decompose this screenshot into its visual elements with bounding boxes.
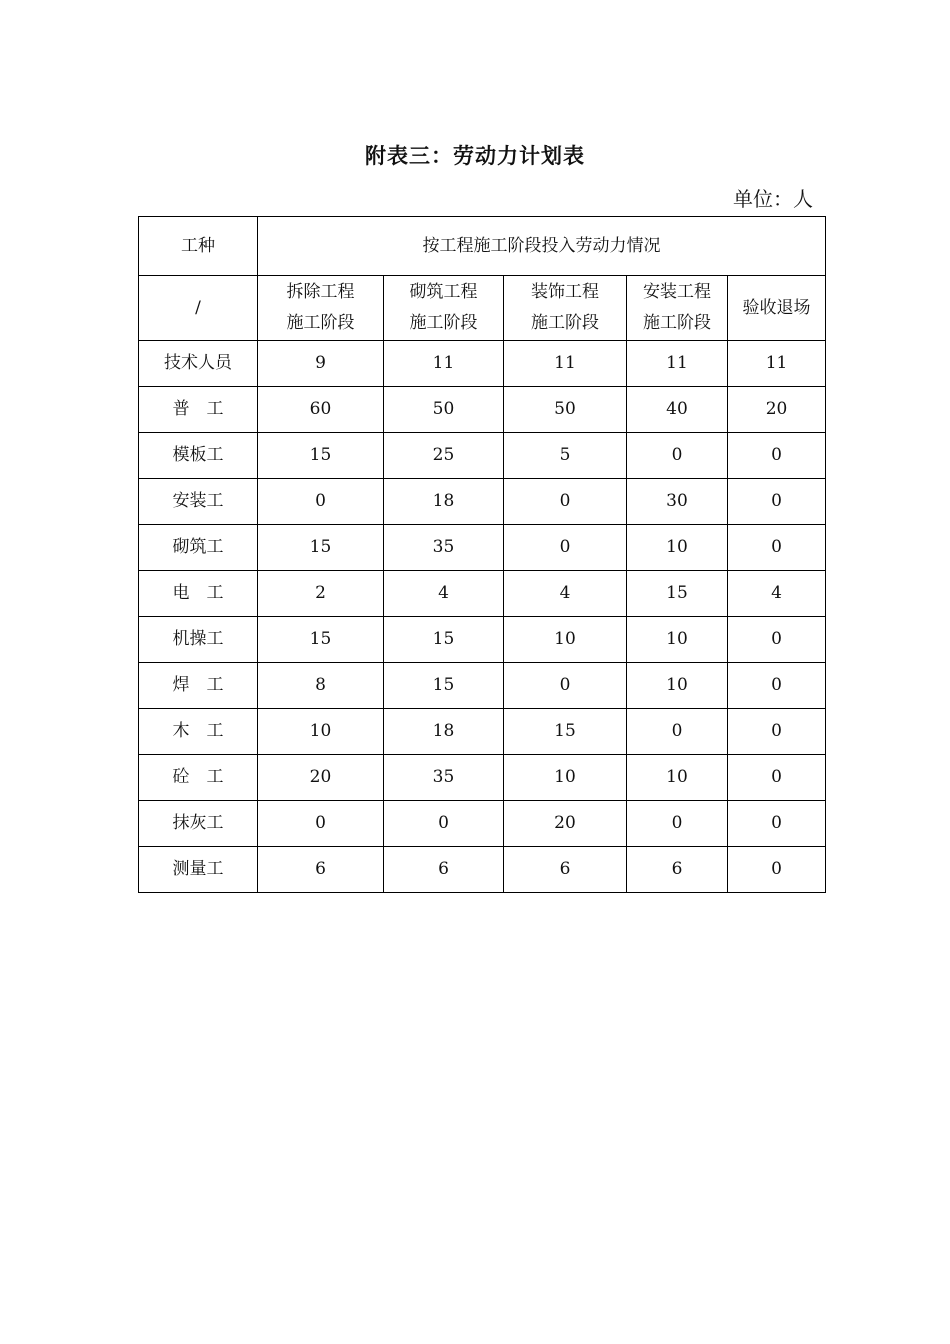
stage-4-line2: 施工阶段 xyxy=(643,313,711,333)
trade-name: 安装工 xyxy=(139,479,258,525)
labor-count-cell: 15 xyxy=(384,663,504,709)
labor-count-cell: 0 xyxy=(627,801,728,847)
labor-count-cell: 0 xyxy=(728,755,826,801)
labor-count-cell: 0 xyxy=(627,709,728,755)
labor-count-cell: 10 xyxy=(504,755,627,801)
labor-count-cell: 5 xyxy=(504,433,627,479)
document-title: 附表三：劳动力计划表 xyxy=(365,143,585,168)
trade-name: 普 工 xyxy=(139,387,258,433)
labor-count-cell: 11 xyxy=(728,341,826,387)
labor-count-cell: 50 xyxy=(504,387,627,433)
stage-1-line2: 施工阶段 xyxy=(286,313,355,333)
labor-count-cell: 6 xyxy=(258,847,384,893)
labor-count-cell: 0 xyxy=(504,663,627,709)
stage-3-line1: 装饰工程 xyxy=(531,282,599,302)
labor-count-cell: 4 xyxy=(728,571,826,617)
trade-name: 砼 工 xyxy=(139,755,258,801)
table-row xyxy=(139,709,826,755)
trade-name: 机操工 xyxy=(139,617,258,663)
labor-count-cell: 15 xyxy=(258,617,384,663)
table-row xyxy=(139,755,826,801)
labor-count-cell: 0 xyxy=(258,801,384,847)
header-corner-slash: / xyxy=(139,276,258,341)
trade-name: 抹灰工 xyxy=(139,801,258,847)
labor-count-cell: 18 xyxy=(384,479,504,525)
labor-count-cell: 10 xyxy=(627,755,728,801)
labor-count-cell: 25 xyxy=(384,433,504,479)
labor-count-cell: 15 xyxy=(258,433,384,479)
trade-name: 焊 工 xyxy=(139,663,258,709)
header-trade: 工种 xyxy=(139,217,258,276)
labor-count-cell: 0 xyxy=(728,617,826,663)
labor-count-cell: 8 xyxy=(258,663,384,709)
labor-count-cell: 15 xyxy=(504,709,627,755)
labor-count-cell: 15 xyxy=(258,525,384,571)
table-row xyxy=(139,525,826,571)
table-row xyxy=(139,479,826,525)
stage-1-line1: 拆除工程 xyxy=(286,282,355,302)
labor-count-cell: 4 xyxy=(504,571,627,617)
labor-count-cell: 0 xyxy=(728,709,826,755)
stage-2-line2: 施工阶段 xyxy=(409,313,478,333)
table-row xyxy=(139,847,826,893)
labor-count-cell: 11 xyxy=(627,341,728,387)
header-row-stages xyxy=(139,276,826,341)
labor-count-cell: 35 xyxy=(384,525,504,571)
table-row xyxy=(139,387,826,433)
labor-count-cell: 20 xyxy=(728,387,826,433)
header-stage-group: 按工程施工阶段投入劳动力情况 xyxy=(258,217,826,276)
labor-count-cell: 11 xyxy=(504,341,627,387)
labor-count-cell: 20 xyxy=(258,755,384,801)
labor-count-cell: 0 xyxy=(728,847,826,893)
table-row xyxy=(139,663,826,709)
table-row xyxy=(139,617,826,663)
trade-name: 模板工 xyxy=(139,433,258,479)
labor-count-cell: 30 xyxy=(627,479,728,525)
labor-count-cell: 50 xyxy=(384,387,504,433)
labor-count-cell: 10 xyxy=(627,617,728,663)
labor-count-cell: 0 xyxy=(728,433,826,479)
trade-name: 电 工 xyxy=(139,571,258,617)
labor-count-cell: 9 xyxy=(258,341,384,387)
header-stage-1 xyxy=(258,276,384,341)
header-stage-3 xyxy=(504,276,627,341)
stage-2-line1: 砌筑工程 xyxy=(409,282,478,302)
labor-count-cell: 0 xyxy=(384,801,504,847)
labor-count-cell: 0 xyxy=(728,479,826,525)
labor-count-cell: 0 xyxy=(728,663,826,709)
labor-count-cell: 0 xyxy=(504,479,627,525)
unit-label: 单位：人 xyxy=(733,187,813,211)
header-stage-5: 验收退场 xyxy=(728,276,826,341)
labor-count-cell: 10 xyxy=(258,709,384,755)
header-stage-4 xyxy=(627,276,728,341)
trade-name: 技术人员 xyxy=(139,341,258,387)
table-row xyxy=(139,433,826,479)
labor-count-cell: 0 xyxy=(627,433,728,479)
labor-count-cell: 11 xyxy=(384,341,504,387)
labor-count-cell: 40 xyxy=(627,387,728,433)
labor-count-cell: 10 xyxy=(627,663,728,709)
labor-count-cell: 10 xyxy=(627,525,728,571)
labor-count-cell: 4 xyxy=(384,571,504,617)
labor-count-cell: 2 xyxy=(258,571,384,617)
labor-count-cell: 0 xyxy=(728,801,826,847)
labor-count-cell: 0 xyxy=(258,479,384,525)
labor-count-cell: 18 xyxy=(384,709,504,755)
labor-plan-table xyxy=(138,216,826,893)
labor-count-cell: 15 xyxy=(384,617,504,663)
trade-name: 木 工 xyxy=(139,709,258,755)
trade-name: 砌筑工 xyxy=(139,525,258,571)
table-row xyxy=(139,341,826,387)
labor-count-cell: 20 xyxy=(504,801,627,847)
labor-count-cell: 10 xyxy=(504,617,627,663)
labor-count-cell: 0 xyxy=(504,525,627,571)
labor-count-cell: 15 xyxy=(627,571,728,617)
trade-name: 测量工 xyxy=(139,847,258,893)
labor-count-cell: 6 xyxy=(627,847,728,893)
labor-count-cell: 0 xyxy=(728,525,826,571)
table-row xyxy=(139,571,826,617)
labor-count-cell: 60 xyxy=(258,387,384,433)
labor-count-cell: 6 xyxy=(384,847,504,893)
labor-count-cell: 6 xyxy=(504,847,627,893)
table-row xyxy=(139,801,826,847)
stage-4-line1: 安装工程 xyxy=(643,282,711,302)
header-row-group xyxy=(139,217,826,276)
header-stage-2 xyxy=(384,276,504,341)
stage-3-line2: 施工阶段 xyxy=(531,313,599,333)
labor-count-cell: 35 xyxy=(384,755,504,801)
